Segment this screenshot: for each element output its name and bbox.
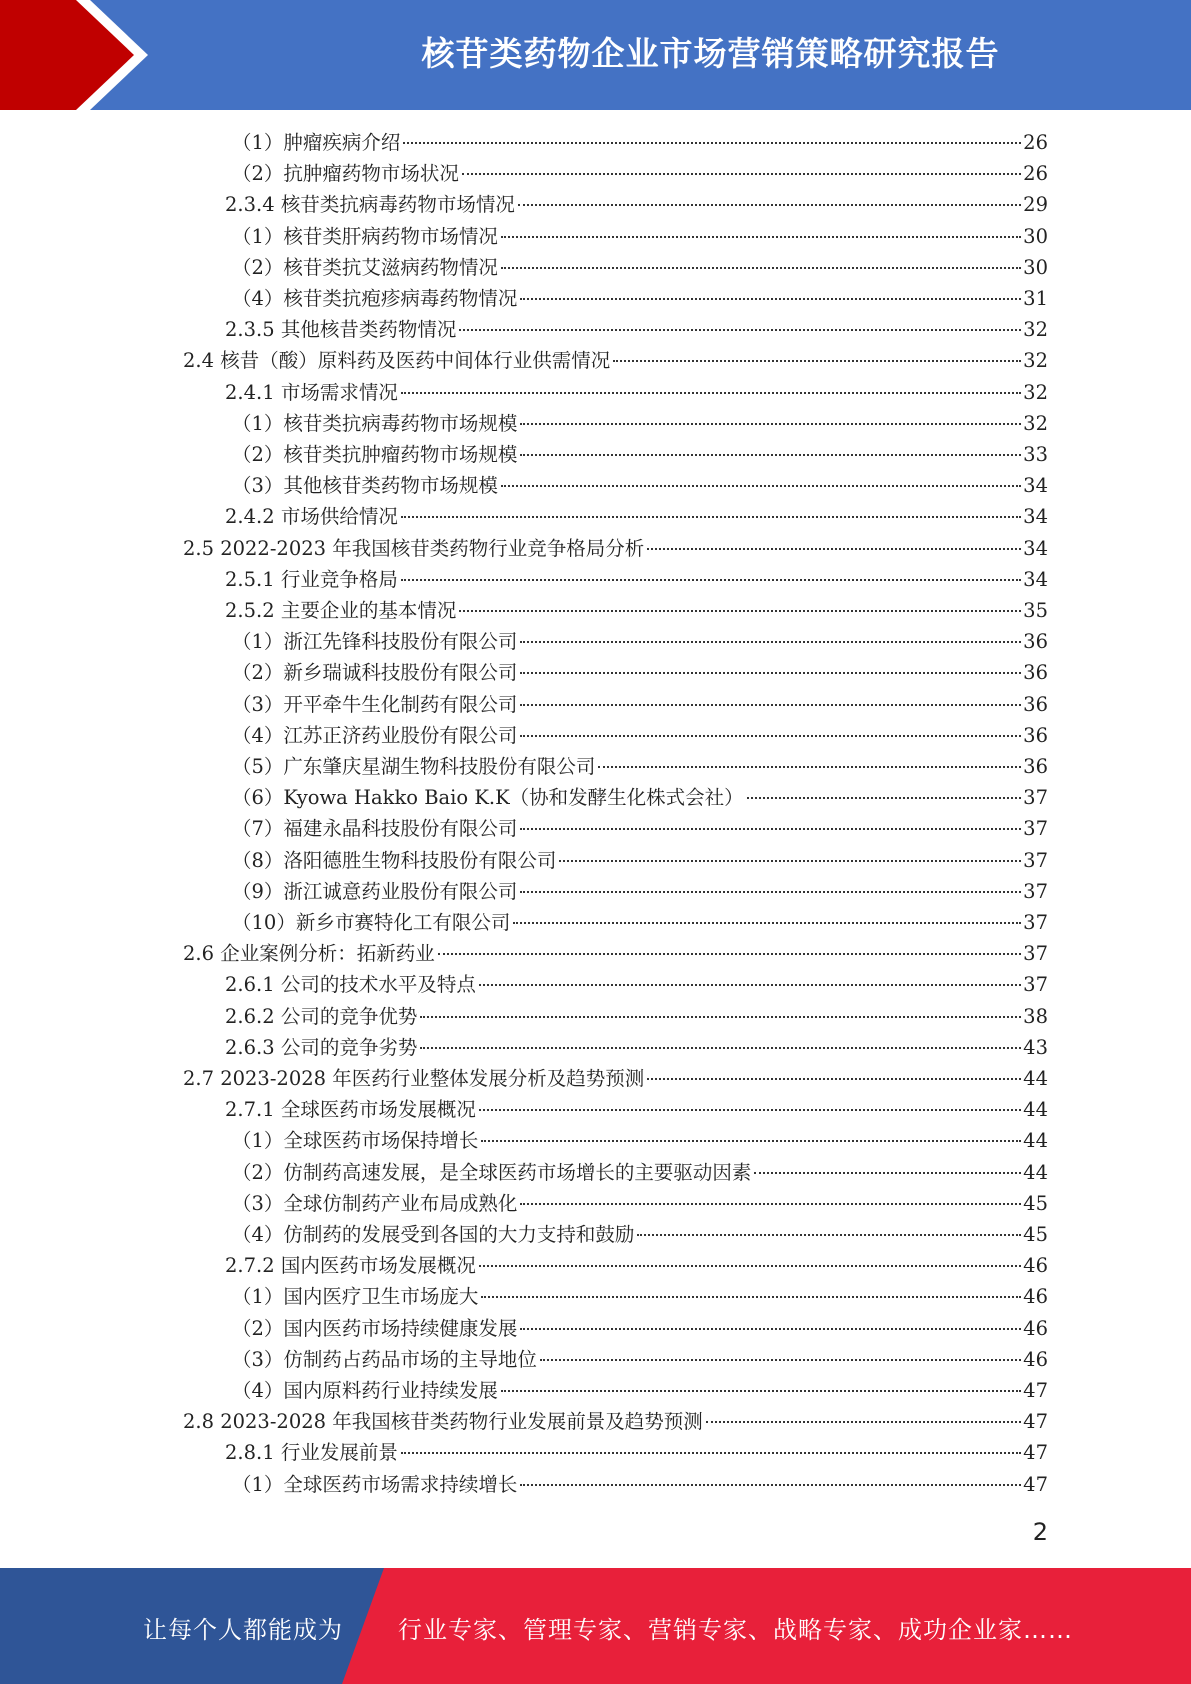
toc-entry-label: （4）核苷类抗疱疹病毒药物情况 (232, 287, 518, 310)
toc-entry[interactable] (232, 845, 1048, 876)
toc-entry-label: 2.4.2 市场供给情况 (225, 505, 398, 529)
toc-dot-leader (520, 1484, 1021, 1486)
toc-entry[interactable] (183, 1406, 1048, 1437)
toc-entry[interactable] (183, 938, 1048, 969)
toc-entry-page: 44 (1023, 1129, 1048, 1153)
toc-entry-page: 44 (1023, 1160, 1048, 1184)
toc-entry-label: （3）全球仿制药产业布局成熟化 (232, 1191, 518, 1215)
toc-entry-label: （1）核苷类肝病药物市场情况 (232, 224, 498, 248)
toc-entry-label: （5）广东肇庆星湖生物科技股份有限公司 (232, 755, 596, 778)
footer-slogan-right: 行业专家、管理专家、营销专家、战略专家、成功企业家…… (398, 1616, 1073, 1644)
toc-entry[interactable] (225, 969, 1048, 1000)
toc-entry-page: 31 (1023, 287, 1048, 310)
toc-entry[interactable] (225, 189, 1048, 220)
toc-entry-label: 2.6.3 公司的竞争劣势 (225, 1035, 418, 1059)
toc-entry-page: 47 (1023, 1410, 1048, 1434)
toc-entry[interactable] (232, 1219, 1048, 1250)
toc-entry-page: 37 (1023, 973, 1048, 997)
toc-entry-page: 46 (1023, 1285, 1048, 1309)
toc-dot-leader (420, 1047, 1021, 1049)
toc-entry-label: 2.8.1 行业发展前景 (225, 1441, 398, 1465)
toc-entry-label: 2.6 企业案例分析：拓新药业 (183, 942, 435, 966)
toc-dot-leader (520, 298, 1021, 300)
toc-entry-page: 47 (1023, 1379, 1048, 1402)
toc-entry-label: 2.8 2023-2028 年我国核苷类药物行业发展前景及趋势预测 (183, 1410, 703, 1434)
report-title: 核苷类药物企业市场营销策略研究报告 (421, 34, 1000, 73)
toc-entry-label: （3）仿制药占药品市场的主导地位 (232, 1347, 537, 1371)
toc-entry-page: 44 (1023, 1067, 1048, 1090)
toc-entry-page: 36 (1023, 723, 1048, 747)
toc-entry[interactable] (232, 751, 1048, 782)
toc-entry[interactable] (225, 1094, 1048, 1125)
toc-entry-page: 37 (1023, 817, 1048, 841)
toc-entry[interactable] (232, 1313, 1048, 1344)
toc-dot-leader (479, 1109, 1021, 1111)
toc-entry-page: 43 (1023, 1035, 1048, 1059)
toc-entry-page: 36 (1023, 692, 1048, 716)
toc-entry-label: （1）国内医疗卫生市场庞大 (232, 1285, 479, 1309)
toc-dot-leader (520, 891, 1021, 893)
toc-entry[interactable] (232, 907, 1048, 938)
toc-entry[interactable] (232, 1157, 1048, 1188)
toc-entry-page: 36 (1023, 661, 1048, 685)
toc-entry[interactable] (232, 1344, 1048, 1375)
toc-dot-leader (401, 579, 1021, 581)
toc-entry[interactable] (183, 533, 1048, 564)
toc-entry-page: 33 (1023, 443, 1048, 466)
toc-entry-label: 2.4.1 市场需求情况 (225, 380, 398, 404)
toc-dot-leader (403, 142, 1021, 144)
toc-entry-page: 37 (1023, 879, 1048, 903)
toc-dot-leader (401, 1452, 1021, 1454)
toc-entry[interactable] (232, 252, 1048, 283)
toc-entry[interactable] (232, 1281, 1048, 1312)
toc-dot-leader (501, 485, 1021, 487)
footer-banner (0, 1568, 1191, 1684)
toc-entry[interactable] (232, 158, 1048, 189)
toc-entry-label: 2.7 2023-2028 年医药行业整体发展分析及趋势预测 (183, 1067, 645, 1090)
toc-entry[interactable] (232, 283, 1048, 314)
toc-entry[interactable] (225, 1032, 1048, 1063)
toc-entry[interactable] (232, 1125, 1048, 1156)
toc-entry-label: 2.3.5 其他核昔类药物情况 (225, 318, 457, 342)
toc-entry[interactable] (232, 439, 1048, 470)
toc-entry-page: 36 (1023, 630, 1048, 654)
toc-dot-leader (559, 860, 1021, 862)
toc-entry-label: 2.5.2 主要企业的基本情况 (225, 599, 457, 622)
toc-entry-label: （1）核苷类抗病毒药物市场规模 (232, 411, 518, 435)
toc-dot-leader (462, 173, 1021, 175)
toc-entry-page: 34 (1023, 567, 1048, 591)
toc-entry[interactable] (232, 720, 1048, 751)
toc-entry-label: （2）核苷类抗肿瘤药物市场规模 (232, 443, 518, 466)
toc-entry[interactable] (225, 1250, 1048, 1281)
toc-entry-page: 34 (1023, 505, 1048, 529)
toc-dot-leader (520, 1203, 1021, 1205)
toc-entry[interactable] (183, 1063, 1048, 1094)
toc-entry-label: 2.7.2 国内医药市场发展概况 (225, 1254, 476, 1278)
toc-entry-page: 37 (1023, 942, 1048, 966)
toc-dot-leader (401, 516, 1021, 518)
toc-dot-leader (420, 1016, 1021, 1018)
toc-entry[interactable] (225, 1437, 1048, 1468)
toc-dot-leader (479, 984, 1021, 986)
toc-entry-page: 30 (1023, 255, 1048, 279)
toc-dot-leader (459, 610, 1021, 612)
toc-dot-leader (747, 797, 1022, 799)
toc-entry-page: 30 (1023, 224, 1048, 248)
footer-slogan-left: 让每个人都能成为 (143, 1616, 343, 1644)
toc-entry[interactable] (232, 1188, 1048, 1219)
toc-entry-label: （1）全球医药市场保持增长 (232, 1129, 479, 1153)
toc-entry-label: （4）江苏正济药业股份有限公司 (232, 723, 518, 747)
toc-entry[interactable] (232, 782, 1048, 813)
toc-entry-label: （4）仿制药的发展受到各国的大力支持和鼓励 (232, 1223, 635, 1246)
toc-dot-leader (438, 953, 1021, 955)
toc-entry-label: （2）仿制药高速发展，是全球医药市场增长的主要驱动因素 (232, 1160, 752, 1184)
toc-entry-page: 46 (1023, 1347, 1048, 1371)
toc-entry[interactable] (232, 876, 1048, 907)
toc-entry-label: 2.5.1 行业竞争格局 (225, 567, 398, 591)
toc-dot-leader (481, 1140, 1021, 1142)
toc-dot-leader (481, 1296, 1021, 1298)
toc-entry-page: 46 (1023, 1254, 1048, 1278)
toc-entry-label: （9）浙江诚意药业股份有限公司 (232, 879, 518, 903)
toc-entry-label: 2.4 核昔（酸）原料药及医药中间体行业供需情况 (183, 349, 611, 373)
toc-entry-label: （3）开平牵牛生化制药有限公司 (232, 692, 518, 716)
report-header (0, 0, 1191, 110)
toc-entry-label: （2）抗肿瘤药物市场状况 (232, 162, 459, 186)
toc-dot-leader (520, 423, 1021, 425)
toc-entry-page: 35 (1023, 599, 1048, 622)
toc-entry-label: 2.6.2 公司的竞争优势 (225, 1004, 418, 1028)
toc-dot-leader (647, 548, 1021, 550)
toc-entry[interactable] (232, 470, 1048, 501)
toc-entry-page: 37 (1023, 848, 1048, 872)
toc-entry-page: 47 (1023, 1441, 1048, 1465)
toc-entry-page: 34 (1023, 474, 1048, 498)
toc-entry-label: 2.5 2022-2023 年我国核苷类药物行业竞争格局分析 (183, 536, 645, 560)
toc-entry-page: 34 (1023, 536, 1048, 560)
toc-entry-label: 2.6.1 公司的技术水平及特点 (225, 973, 476, 997)
toc-entry-page: 32 (1023, 380, 1048, 404)
toc-entry[interactable] (232, 813, 1048, 844)
toc-dot-leader (647, 1078, 1021, 1080)
toc-entry[interactable] (232, 127, 1048, 158)
toc-entry-label: （3）其他核苷类药物市场规模 (232, 474, 498, 498)
toc-entry-label: （10）新乡市赛特化工有限公司 (232, 911, 511, 934)
toc-entry-page: 32 (1023, 349, 1048, 373)
toc-dot-leader (401, 392, 1021, 394)
toc-dot-leader (520, 641, 1021, 643)
toc-entry[interactable] (232, 221, 1048, 252)
page-number: 2 (1032, 1518, 1048, 1546)
toc-entry-label: 2.7.1 全球医药市场发展概况 (225, 1098, 476, 1122)
toc-dot-leader (520, 735, 1021, 737)
toc-entry-label: （7）福建永晶科技股份有限公司 (232, 817, 518, 841)
toc-dot-leader (520, 454, 1021, 456)
toc-entry[interactable] (232, 1375, 1048, 1406)
toc-entry-page: 45 (1023, 1223, 1048, 1246)
toc-entry-label: （1）浙江先锋科技股份有限公司 (232, 630, 518, 654)
toc-entry-page: 47 (1023, 1472, 1048, 1496)
toc-dot-leader (706, 1421, 1021, 1423)
toc-entry-page: 46 (1023, 1316, 1048, 1340)
toc-entry[interactable] (225, 501, 1048, 532)
toc-entry-label: （2）新乡瑞诚科技股份有限公司 (232, 661, 518, 685)
toc-dot-leader (520, 1328, 1021, 1330)
toc-dot-leader (598, 766, 1021, 768)
toc-dot-leader (637, 1234, 1021, 1236)
toc-entry[interactable] (225, 564, 1048, 595)
toc-entry[interactable] (232, 408, 1048, 439)
toc-entry-label: （4）国内原料药行业持续发展 (232, 1379, 498, 1402)
toc-entry[interactable] (225, 595, 1048, 626)
toc-entry[interactable] (183, 345, 1048, 376)
toc-dot-leader (479, 1265, 1021, 1267)
toc-entry[interactable] (232, 657, 1048, 688)
toc-entry-page: 26 (1023, 131, 1048, 154)
toc-dot-leader (501, 1390, 1021, 1392)
toc-entry-label: （2）核苷类抗艾滋病药物情况 (232, 255, 498, 279)
toc-entry-label: 2.3.4 核苷类抗病毒药物市场情况 (225, 193, 515, 217)
toc-entry-page: 44 (1023, 1098, 1048, 1122)
toc-dot-leader (540, 1359, 1021, 1361)
toc-dot-leader (520, 828, 1021, 830)
toc-entry-label: （6）Kyowa Hakko Baio K.K（协和发酵生化株式会社） (232, 786, 744, 810)
toc-entry[interactable] (232, 626, 1048, 657)
toc-entry-page: 45 (1023, 1191, 1048, 1215)
toc-entry-page: 37 (1023, 911, 1048, 934)
toc-entry-page: 36 (1023, 755, 1048, 778)
toc-dot-leader (613, 360, 1021, 362)
red-chevron-icon (0, 0, 160, 110)
toc-entry-page: 37 (1023, 786, 1048, 810)
toc-dot-leader (520, 704, 1021, 706)
toc-entry-page: 29 (1023, 193, 1048, 217)
toc-entry-page: 32 (1023, 318, 1048, 342)
toc-entry[interactable] (225, 377, 1048, 408)
toc-dot-leader (754, 1172, 1021, 1174)
toc-dot-leader (459, 329, 1021, 331)
toc-dot-leader (501, 267, 1021, 269)
toc-entry-label: （8）洛阳德胜生物科技股份有限公司 (232, 848, 557, 872)
toc-entry-label: （2）国内医药市场持续健康发展 (232, 1316, 518, 1340)
toc-entry-label: （1）肿瘤疾病介绍 (232, 131, 401, 154)
toc-dot-leader (513, 922, 1021, 924)
toc-dot-leader (520, 672, 1021, 674)
toc-entry-label: （1）全球医药市场需求持续增长 (232, 1472, 518, 1496)
toc-entry[interactable] (225, 314, 1048, 345)
toc-entry-page: 32 (1023, 411, 1048, 435)
toc-dot-leader (501, 236, 1021, 238)
toc-entry-page: 26 (1023, 162, 1048, 186)
toc-dot-leader (518, 204, 1021, 206)
toc-entry-page: 38 (1023, 1004, 1048, 1028)
toc-entry[interactable] (225, 1001, 1048, 1032)
toc-entry[interactable] (232, 689, 1048, 720)
toc-entry[interactable] (232, 1469, 1048, 1500)
